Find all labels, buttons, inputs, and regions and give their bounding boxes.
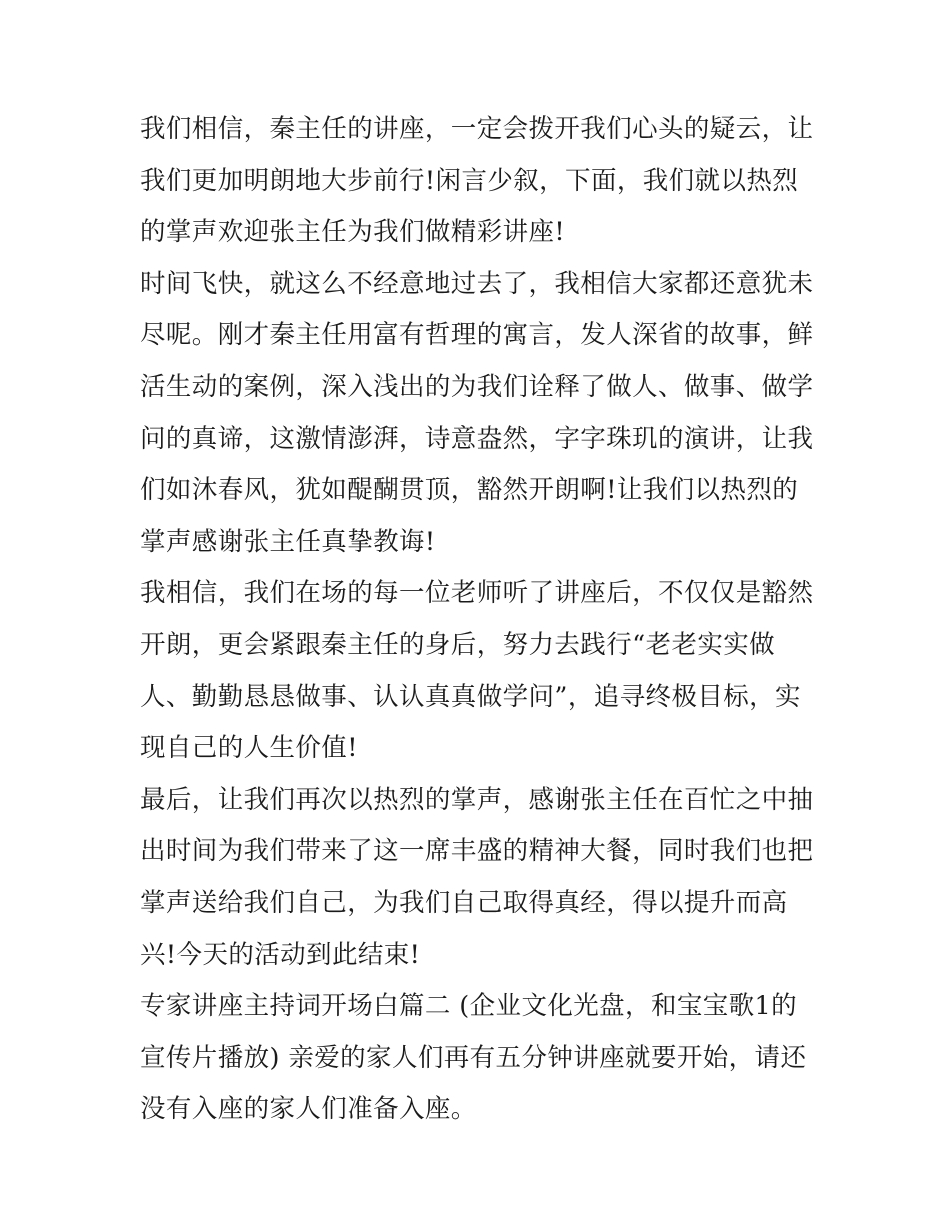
document-body: [140, 104, 816, 1136]
paragraph-second-script-intro: 专家讲座主持词开场白篇二 (企业文化光盘，和宝宝歌1的宣传片播放) 亲爱的家人们再有五分钟讲座就要开始，请还没有入座的家人们准备入座。: [140, 991, 807, 1125]
paragraph-lecture-praise: 时间飞快，就这么不经意地过去了，我相信大家都还意犹未尽呢。刚才秦主任用富有哲理的寓言，发人深省的故事，鲜活生动的案例，深入浅出的为我们诠释了做人、做事、做学问的真谛，这激情澎湃，诗意盎然，字字珠玑的演讲，让我们如沐春风，犹如醍醐贯顶，豁然开朗啊!让我们以热烈的掌声感谢张主任真挚教诲!: [140, 268, 814, 557]
paragraph-teachers-practice: 我相信，我们在场的每一位老师听了讲座后，不仅仅是豁然开朗，更会紧跟秦主任的身后，努力去践行“老老实实做人、勤勤恳恳做事、认认真真做学问”，追寻终极目标，实现自己的人生价值!: [140, 578, 814, 764]
paragraph-closing-thanks: 最后，让我们再次以热烈的掌声，感谢张主任在百忙之中抽出时间为我们带来了这一席丰盛的精神大餐，同时我们也把掌声送给我们自己，为我们自己取得真经，得以提升而高兴!今天的活动到此结束!: [140, 784, 814, 970]
paragraph-opening-belief: 我们相信，秦主任的讲座，一定会拨开我们心头的疑云，让我们更加明朗地大步前行!闲言少叙，下面，我们就以热烈的掌声欢迎张主任为我们做精彩讲座!: [140, 114, 814, 248]
